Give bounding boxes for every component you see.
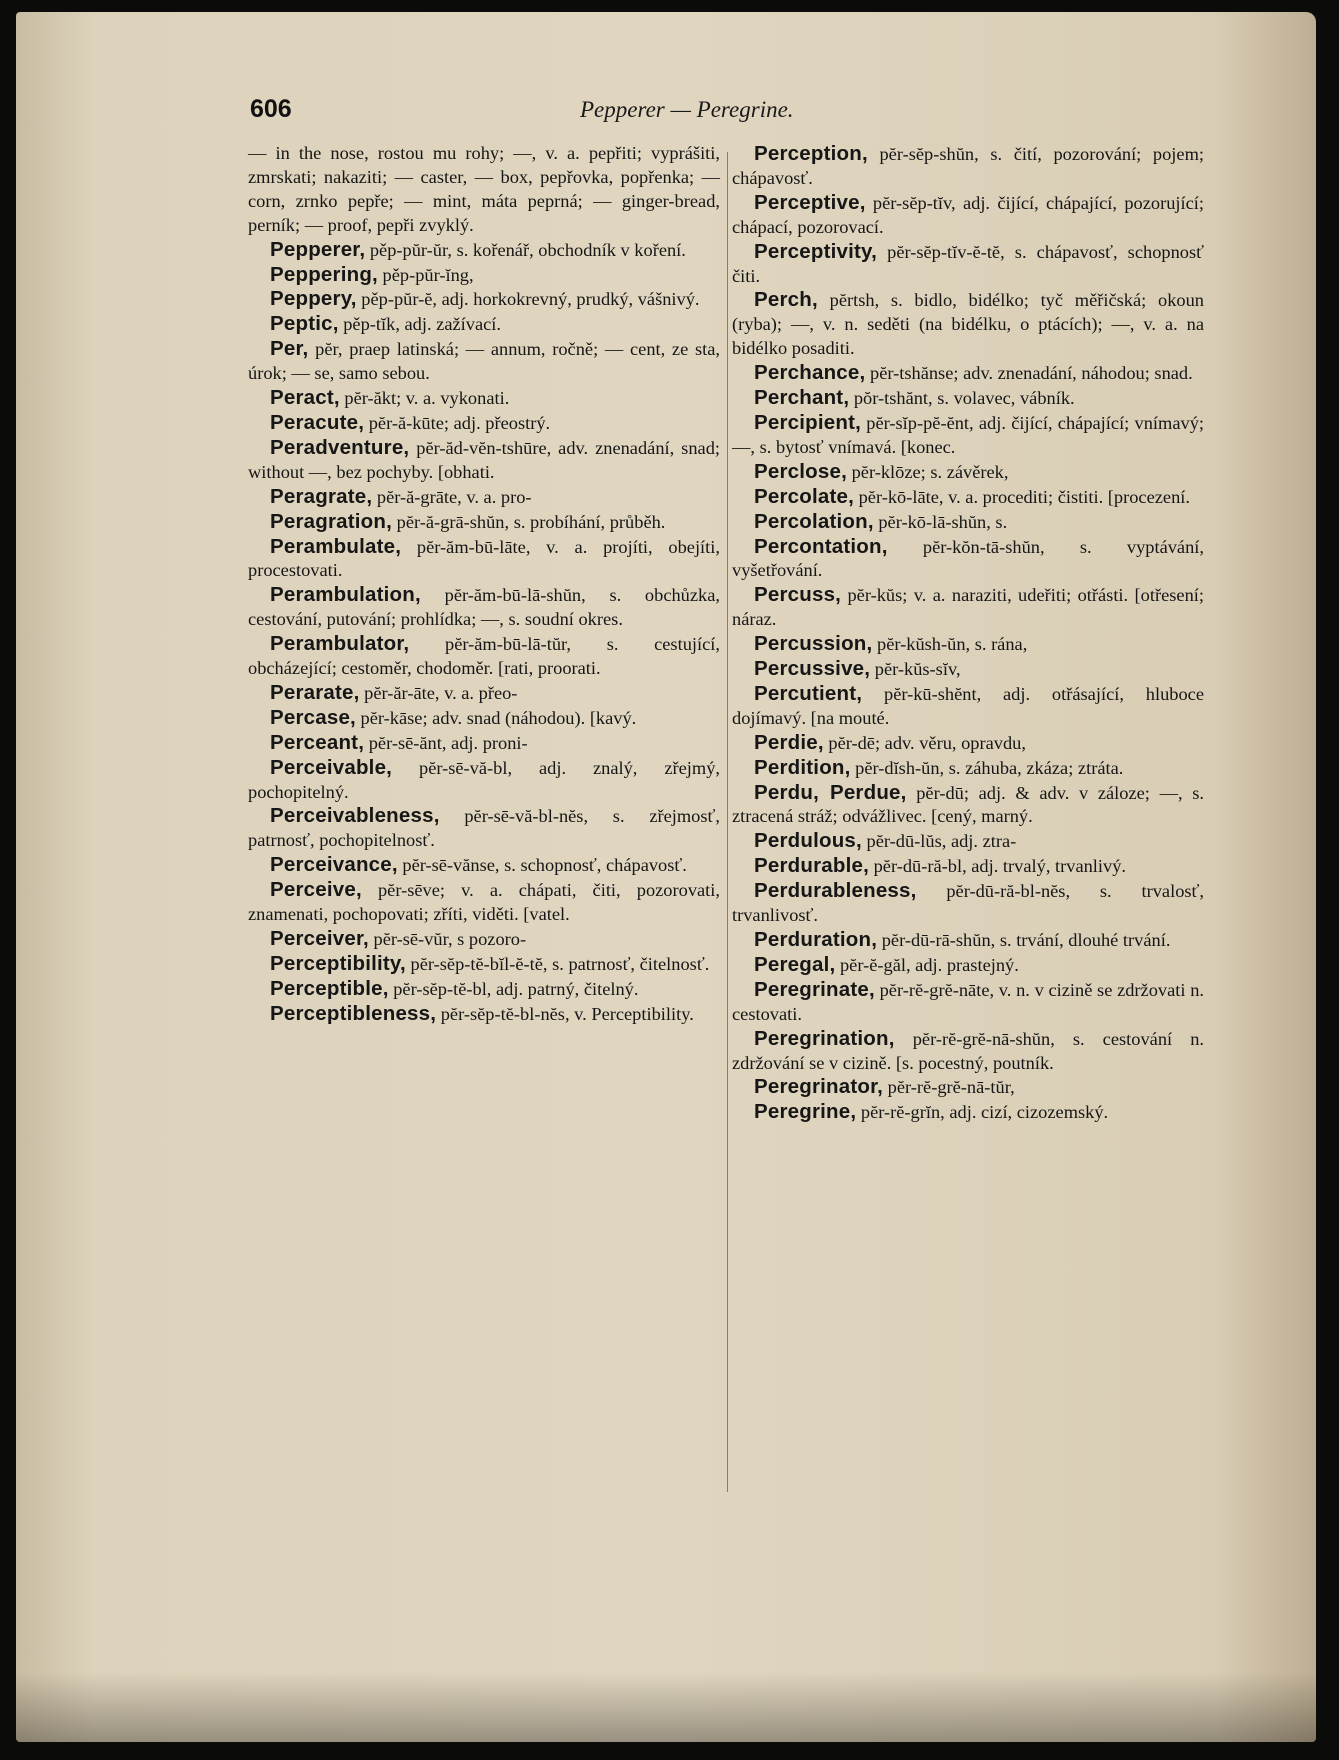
entry-definition: pĕr-sĕp-tĕ-bl, adj. patrný, čitelný. [388, 978, 639, 999]
dictionary-entry [248, 238, 720, 263]
entry-headword: Percolation, [754, 509, 874, 533]
dictionary-entry [248, 1002, 720, 1027]
entry-definition: pĕr-rĕ-grĭn, adj. cizí, cizozemský. [856, 1102, 1109, 1123]
entry-definition: pĕr-kō-lāte, v. a. procediti; čistiti. [procezení. [854, 486, 1190, 507]
dictionary-page [16, 12, 1316, 1742]
entry-headword: Peregal, [754, 952, 836, 976]
entry-definition: pĕr-sē-vă-bl, adj. znalý, zřejmý, pochopitelný. [248, 757, 720, 802]
entry-headword: Peragration, [270, 509, 393, 533]
dictionary-entry [248, 263, 720, 288]
entry-definition: pĕr-ăkt; v. a. vykonati. [339, 388, 510, 409]
entry-headword: Perceivable, [270, 755, 393, 779]
entry-headword: Percussive, [754, 657, 871, 681]
entry-headword: Peragrate, [270, 484, 373, 508]
page-number: 606 [250, 95, 292, 123]
entry-headword: Perduration, [754, 928, 878, 951]
entry-headword: Peregrine, [754, 1100, 857, 1124]
right-column [732, 142, 1204, 1125]
entry-headword: Perdu, Perdue, [754, 780, 907, 804]
entry-headword: Perceant, [270, 730, 365, 754]
dictionary-entry [732, 191, 1204, 240]
dictionary-entry [732, 1075, 1204, 1100]
page-header [250, 95, 890, 129]
entry-definition: pĕr-ăm-bū-lā-shŭn, s. obchůzka, cestování, putování; prohlídka; —, s. soudní okres. [248, 585, 720, 630]
entry-headword: Perclose, [754, 459, 847, 483]
dictionary-entry [732, 240, 1204, 289]
dictionary-entry [732, 485, 1204, 510]
entry-headword: Percolate, [754, 484, 854, 508]
entry-definition: pĕr-sĕp-shŭn, s. čití, pozorování; pojem; chápavosť. [732, 144, 1204, 188]
entry-definition: pěp-pŭr-ŭr, s. kořenář, obchodník v koření. [365, 239, 686, 260]
dictionary-entry [732, 411, 1204, 460]
entry-headword: Percontation, [754, 534, 888, 558]
entry-headword: Peppery, [270, 287, 357, 311]
dictionary-entry [732, 142, 1204, 191]
left-column [248, 142, 720, 1027]
entry-headword: Percuss, [754, 583, 842, 607]
entry-headword: Perchance, [754, 361, 866, 385]
entry-headword: Perceivance, [270, 853, 398, 877]
entry-definition: pĕr-sĕp-tĭv-ĕ-tĕ, s. chápavosť, schopnosť čiti. [732, 241, 1204, 286]
dictionary-entry [248, 632, 720, 681]
entry-definition: pĕr-dū-ră-bl, adj. trvalý, trvanlivý. [869, 856, 1127, 877]
dictionary-entry [732, 510, 1204, 535]
dictionary-entry [732, 756, 1204, 781]
entry-definition: pĕr-ăm-bū-lāte, v. a. projíti, obejíti, procestovati. [248, 536, 720, 581]
entry-definition: pĕr-tshănse; adv. znenadání, náhodou; snad. [865, 363, 1193, 384]
entry-definition: pĕr-ăd-vĕn-tshūre, adv. znenadání, snad; without —, bez pochyby. [obhati. [248, 437, 720, 482]
entry-definition: pĕr-sē-ănt, adj. proni- [364, 732, 528, 753]
entry-definition: pĕr-klōze; s. závěrek, [846, 461, 1009, 482]
entry-definition: pĕr-sĕp-tĕ-bĭl-ĕ-tĕ, s. patrnosť, čitelnosť. [405, 953, 710, 974]
entry-definition: pěp-tĭk, adj. zažívací. [338, 314, 501, 335]
entry-definition: pěp-pŭr-ĕ, adj. horkokrevný, prudký, vášnivý. [356, 289, 700, 310]
dictionary-entry [732, 361, 1204, 386]
entry-headword: Per, [270, 337, 309, 361]
entry-definition: pĕr-kŭs-sĭv, [870, 659, 961, 680]
entry-headword: Perceptibleness, [270, 1001, 437, 1025]
dictionary-entry [248, 706, 720, 731]
entry-headword: Peppering, [270, 262, 378, 286]
dictionary-entry [732, 731, 1204, 756]
dictionary-entry [248, 386, 720, 411]
entry-definition: pĕr-kŭsh-ŭn, s. rána, [872, 634, 1028, 655]
entry-headword: Percussion, [754, 632, 873, 656]
entry-headword: Peregrinator, [754, 1075, 884, 1099]
dictionary-entry [732, 288, 1204, 361]
dictionary-entry [248, 510, 720, 535]
entry-definition: pĕr-dū-ră-bl-nĕs, s. trvalosť, trvanlivosť. [732, 881, 1204, 926]
dictionary-entry [732, 632, 1204, 657]
dictionary-entry [248, 287, 720, 312]
entry-headword: Percipient, [754, 410, 862, 434]
entry-headword: Perceptive, [754, 190, 866, 214]
entry-definition: pĕr-kāse; adv. snad (náhodou). [kavý. [355, 707, 637, 728]
entry-definition: pĕr-sē-vă-bl-nĕs, s. zřejmosť, patrnosť, pochopitelnosť. [248, 806, 720, 851]
entry-definition: pĕr-kō-lā-shŭn, s. [873, 511, 1008, 532]
entry-definition: pĕr-sĭp-pĕ-ĕnt, adj. čijící, chápající; vnímavý; —, s. bytosť vnímavá. [konec. [732, 412, 1204, 457]
page-edge-shadow [16, 1672, 1316, 1742]
entry-headword: Perceivableness, [270, 804, 440, 828]
entry-definition: pĕr-sĕp-tĭv, adj. čijící, chápající, pozorující; chápací, pozorovací. [732, 192, 1204, 237]
entry-definition: pĕr-dĭsh-ŭn, s. záhuba, zkáza; ztráta. [850, 757, 1124, 778]
entry-headword: Perambulation, [270, 583, 421, 607]
entry-definition: pĕr-rĕ-grĕ-nāte, v. n. v cizině se zdržovati n. cestovati. [732, 979, 1204, 1024]
entry-definition: — in the nose, rostou mu rohy; —, v. a. pepřiti; vyprášiti, zmrskati; nakaziti; — caster, — box, pepřovka, popřenka; — corn, zrnko pepře; — mint, máta peprná; — ginger-bread, perník; — proof, pepři zvyklý. [248, 143, 720, 235]
entry-headword: Peregrination, [754, 1026, 895, 1050]
column-divider [727, 152, 728, 1492]
dictionary-entry [248, 731, 720, 756]
entry-definition: pĕr-dū; adj. & adv. v záloze; —, s. ztracená stráž; odvážlivec. [cený, marný. [732, 782, 1204, 827]
entry-definition: pĕrtsh, s. bidlo, bidélko; tyč měřičská; okoun (ryba); —, v. n. seděti (na bidélku, o ptácích); —, v. a. na bidélko posaditi. [732, 290, 1204, 359]
entry-definition: pĕr-dū-rā-shŭn, s. trvání, dlouhé trvání. [877, 930, 1171, 950]
entry-headword: Peregrinate, [754, 977, 875, 1001]
running-head: Pepperer — Peregrine. [580, 97, 794, 122]
entry-definition: pĕr-sē-vŭr, s pozoro- [368, 929, 527, 949]
dictionary-entry [248, 535, 720, 584]
dictionary-entry [732, 781, 1204, 830]
entry-headword: Perceptivity, [754, 239, 877, 263]
entry-definition: pĕr-ĕ-găl, adj. prastejný. [835, 954, 1019, 975]
entry-definition: pĕr-rĕ-grĕ-nā-tŭr, [883, 1077, 1015, 1098]
dictionary-entry [248, 681, 720, 706]
dictionary-entry [732, 1027, 1204, 1076]
dictionary-entry [732, 535, 1204, 584]
entry-definition: pěp-pŭr-ĭng, [377, 264, 474, 285]
entry-definition: pĕr-ăm-bū-lā-tŭr, s. cestující, obcházející; cestoměr, chodoměr. [rati, proorati. [248, 634, 720, 679]
entry-headword: Peradventure, [270, 435, 410, 459]
entry-headword: Perceptibility, [270, 951, 406, 975]
entry-headword: Perchant, [754, 386, 850, 410]
entry-headword: Peract, [270, 386, 340, 410]
entry-headword: Perdurableness, [754, 879, 917, 903]
entry-headword: Percase, [270, 705, 356, 729]
entry-headword: Peptic, [270, 312, 339, 336]
dictionary-entry [732, 854, 1204, 879]
dictionary-entry [732, 829, 1204, 854]
entry-headword: Perch, [754, 288, 818, 312]
entry-headword: Peracute, [270, 410, 365, 434]
entry-definition: pĕr-ăr-āte, v. a. přeo- [359, 682, 518, 703]
dictionary-entry [732, 460, 1204, 485]
entry-headword: Perarate, [270, 680, 360, 704]
dictionary-entry [248, 977, 720, 1002]
entry-headword: Perceive, [270, 878, 362, 902]
entry-definition: pĕr-kŏn-tā-shŭn, s. vyptávání, vyšetřování. [732, 536, 1204, 581]
entry-headword: Perception, [754, 142, 868, 165]
entry-definition: pĕr-sĕp-tĕ-bl-nĕs, v. Perceptibility. [436, 1003, 694, 1024]
entry-definition: pĕr-ă-grā-shŭn, s. probíhání, průběh. [392, 511, 666, 532]
dictionary-entry [248, 142, 720, 238]
dictionary-entry [248, 337, 720, 386]
entry-headword: Perdurable, [754, 854, 869, 878]
dictionary-entry [248, 411, 720, 436]
dictionary-entry [248, 436, 720, 485]
entry-headword: Perdulous, [754, 829, 862, 853]
entry-definition: pĕr-kŭs; v. a. naraziti, udeřiti; otřásti. [otřesení; náraz. [732, 585, 1204, 630]
entry-headword: Perambulate, [270, 534, 402, 558]
entry-headword: Perceiver, [270, 927, 369, 950]
dictionary-entry [732, 978, 1204, 1027]
dictionary-entry [732, 386, 1204, 411]
entry-definition: pĕr-sēve; v. a. chápati, čiti, pozorovati, znamenati, pochopovati; zříti, viděti. [vatel. [248, 880, 720, 925]
dictionary-entry [732, 928, 1204, 953]
dictionary-entry [248, 804, 720, 853]
entry-definition: pĕr-rĕ-grĕ-nā-shŭn, s. cestování n. zdržování se v cizině. [s. pocestný, poutník. [732, 1028, 1204, 1073]
dictionary-entry [248, 312, 720, 337]
dictionary-entry [732, 583, 1204, 632]
entry-definition: pĕr-dū-lŭs, adj. ztra- [861, 831, 1017, 852]
entry-headword: Percutient, [754, 681, 863, 705]
entry-definition: pĕr-sē-vănse, s. schopnosť, chápavosť. [397, 855, 687, 876]
dictionary-entry [732, 682, 1204, 731]
dictionary-entry [248, 485, 720, 510]
entry-definition: pĕr-ă-grāte, v. a. pro- [372, 486, 532, 507]
entry-definition: pĕr-kū-shĕnt, adj. otřásající, hluboce dojímavý. [na mouté. [732, 683, 1204, 728]
entry-headword: Pepperer, [270, 237, 366, 261]
dictionary-entry [248, 583, 720, 632]
dictionary-entry [732, 953, 1204, 978]
dictionary-entry [248, 952, 720, 977]
dictionary-entry [248, 756, 720, 805]
dictionary-entry [248, 853, 720, 878]
entry-definition: pĕr-ă-kūte; adj. přeostrý. [364, 412, 551, 433]
dictionary-entry [732, 879, 1204, 928]
entry-headword: Perambulator, [270, 632, 410, 656]
entry-definition: pĕr-dē; adv. věru, opravdu, [823, 732, 1026, 753]
dictionary-entry [732, 657, 1204, 682]
dictionary-entry [732, 1100, 1204, 1125]
entry-definition: pĕr, praep latinská; — annum, ročně; — cent, ze sta, úrok; — se, samo sebou. [248, 339, 720, 384]
entry-headword: Perdie, [754, 730, 824, 754]
entry-headword: Perdition, [754, 755, 851, 779]
dictionary-entry [248, 878, 720, 927]
entry-headword: Perceptible, [270, 976, 389, 1000]
entry-definition: pŏr-tshănt, s. volavec, vábník. [849, 388, 1075, 409]
dictionary-entry [248, 927, 720, 952]
